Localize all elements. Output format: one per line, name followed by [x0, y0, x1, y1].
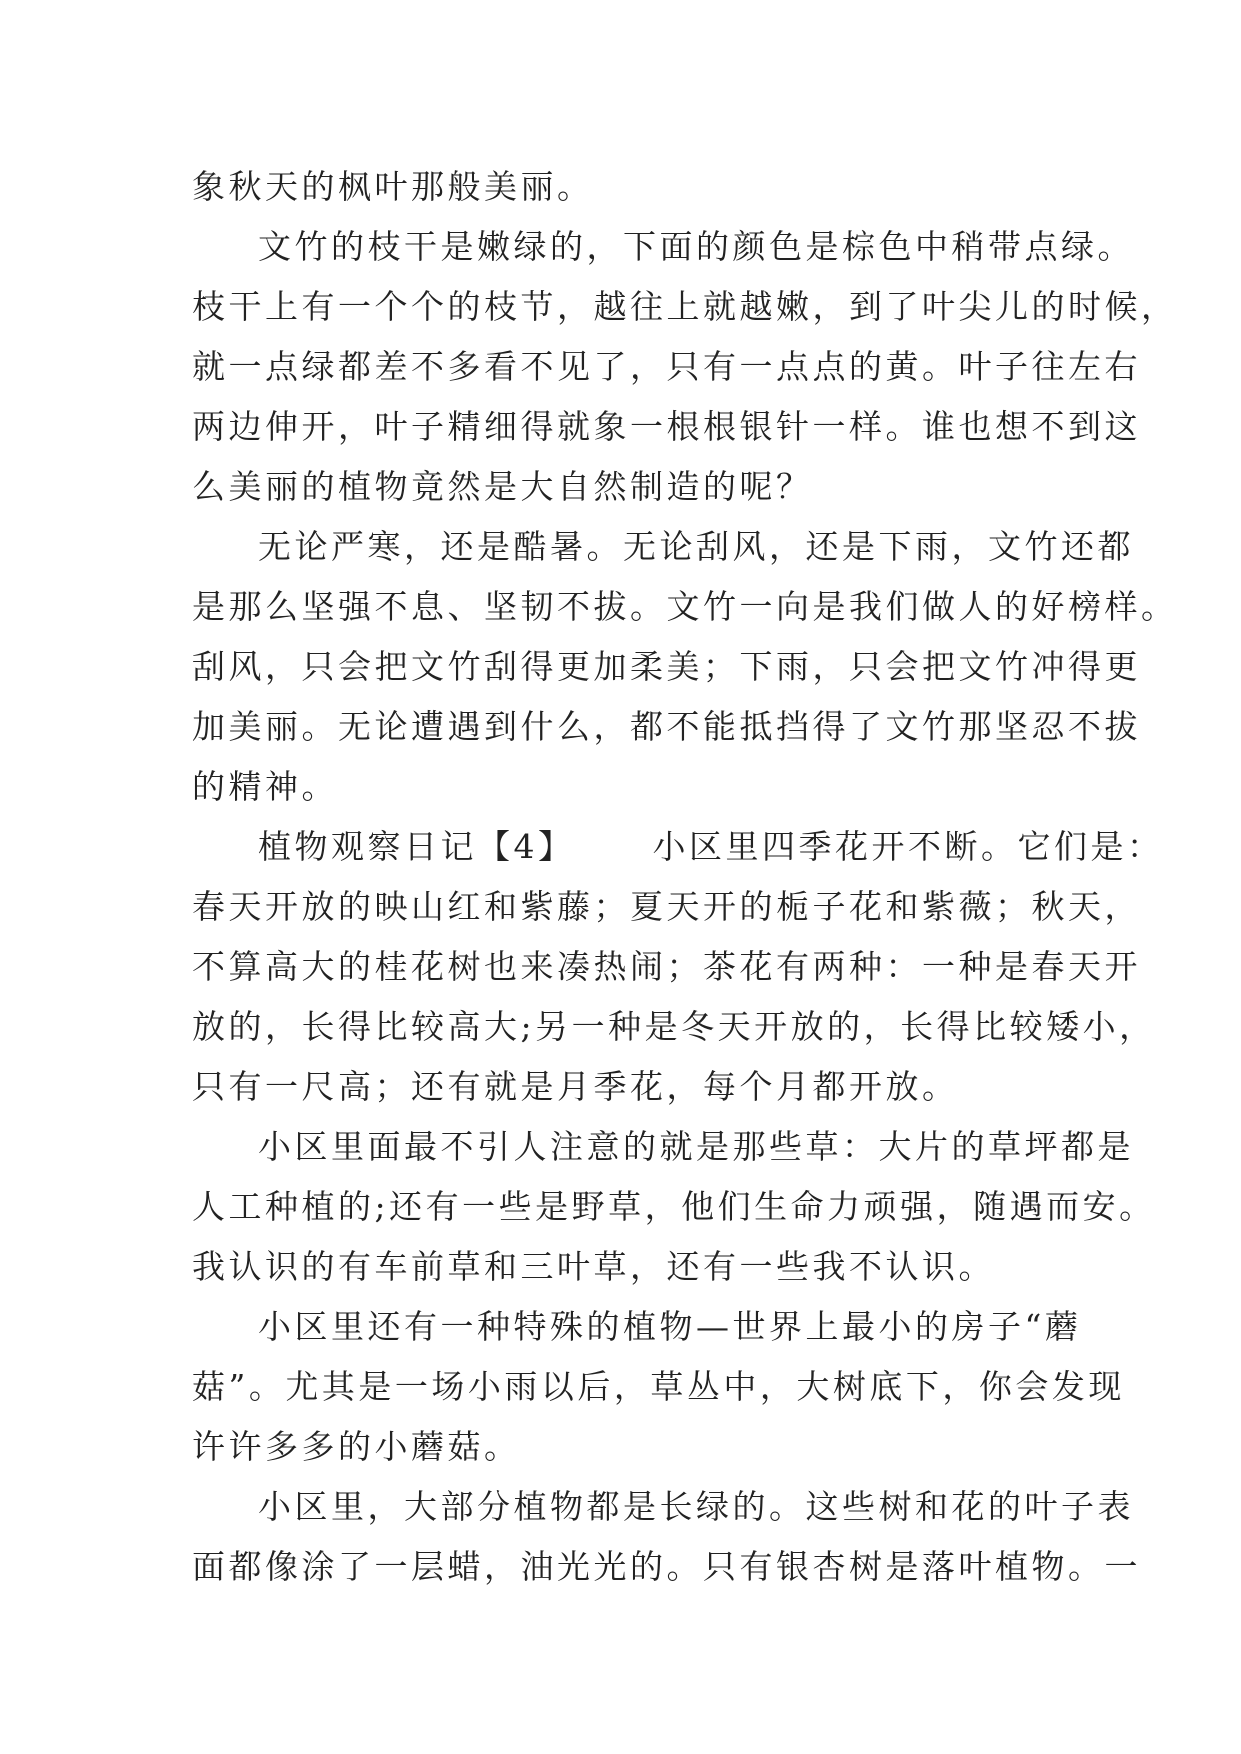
text-line: 放的，长得比较高大;另一种是冬天开放的，长得比较矮小，	[192, 1007, 1156, 1046]
text-line: 加美丽。无论遭遇到什么，都不能抵挡得了文竹那坚忍不拔	[192, 707, 1141, 746]
text-line: 的精神。	[192, 767, 338, 806]
text-line: 刮风，只会把文竹刮得更加柔美；下雨，只会把文竹冲得更	[192, 647, 1141, 686]
text-line: 菇”。尤其是一场小雨以后，草丛中，大树底下，你会发现	[192, 1367, 1125, 1406]
paragraph-first-line: 无论严寒，还是酷暑。无论刮风，还是下雨，文竹还都	[258, 527, 1134, 566]
text-line: 枝干上有一个个的枝节，越往上就越嫩，到了叶尖儿的时候，	[192, 287, 1178, 326]
document-body	[192, 157, 1178, 1597]
section-heading-line	[192, 817, 1164, 877]
text-line: 春天开放的映山红和紫藤；夏天开的栀子花和紫薇；秋天，	[192, 887, 1141, 926]
text-line: 人工种植的;还有一些是野草，他们生命力顽强，随遇而安。	[192, 1187, 1156, 1226]
section-heading: 植物观察日记【4】	[258, 827, 575, 866]
text-line: 不算高大的桂花树也来凑热闹；茶花有两种：一种是春天开	[192, 947, 1141, 986]
text-line: 就一点绿都差不多看不见了，只有一点点的黄。叶子往左右	[192, 347, 1141, 386]
paragraph-first-line: 小区里，大部分植物都是长绿的。这些树和花的叶子表	[258, 1487, 1134, 1526]
text-line: 许许多多的小蘑菇。	[192, 1427, 521, 1466]
text-line: 两边伸开，叶子精细得就象一根根银针一样。谁也想不到这	[192, 407, 1141, 446]
text-line: 我认识的有车前草和三叶草，还有一些我不认识。	[192, 1247, 995, 1286]
paragraph-first-line: 小区里还有一种特殊的植物—世界上最小的房子“蘑	[258, 1307, 1082, 1346]
text-line: 象秋天的枫叶那般美丽。	[192, 167, 594, 206]
text-line: 么美丽的植物竟然是大自然制造的呢？	[192, 467, 813, 506]
paragraph-first-line: 小区里面最不引人注意的就是那些草：大片的草坪都是	[258, 1127, 1134, 1166]
text-line: 只有一尺高；还有就是月季花，每个月都开放。	[192, 1067, 959, 1106]
paragraph-first-line: 文竹的枝干是嫩绿的，下面的颜色是棕色中稍带点绿。	[258, 227, 1134, 266]
text-line: 是那么坚强不息、坚韧不拔。文竹一向是我们做人的好榜样。	[192, 587, 1178, 626]
text-line: 面都像涂了一层蜡，油光光的。只有银杏树是落叶植物。一	[192, 1547, 1141, 1586]
section-intro-text: 小区里四季花开不断。它们是：	[652, 827, 1164, 866]
